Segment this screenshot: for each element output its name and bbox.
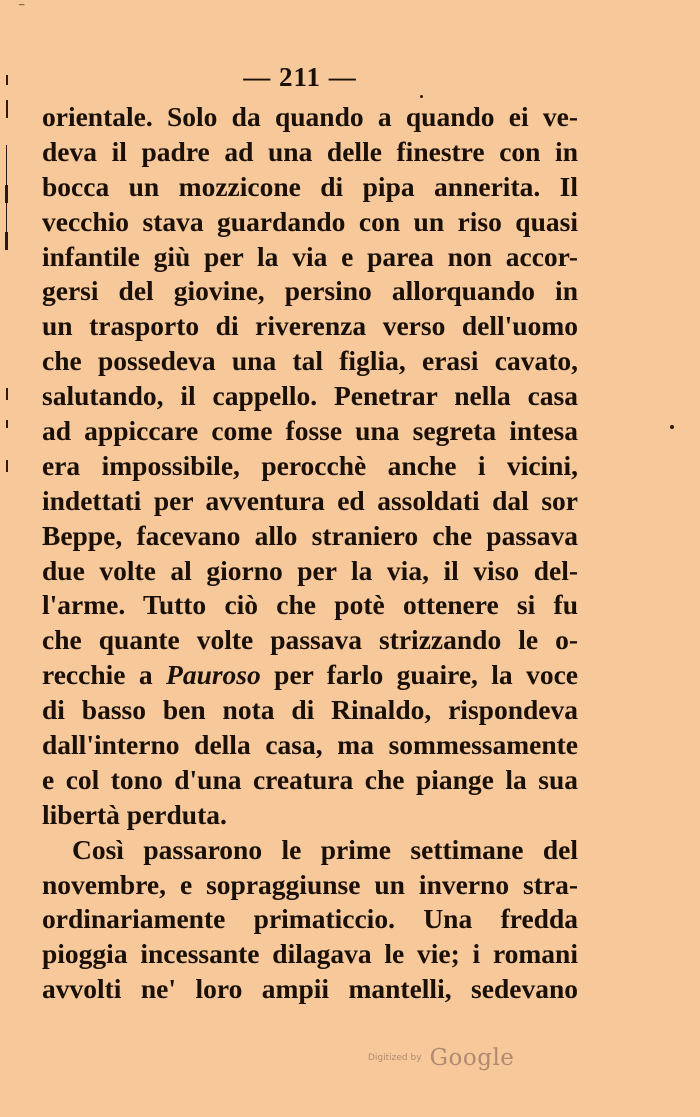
page-number: — 211 — [243,62,357,92]
margin-mark [6,100,8,118]
margin-marks [0,0,14,1117]
text-line: libertà perduta. [42,798,227,830]
margin-mark [6,388,8,400]
text-fragment: recchie a [42,659,167,691]
digitized-by-google-watermark [368,1045,514,1071]
text-line: ad appiccare come fosse una segreta intesa [42,415,578,447]
corner-mark: ⁻ [18,1,26,16]
text-fragment: per farlo guaire, la voce [260,659,578,691]
speck [670,425,674,429]
text-line: bocca un mozzicone di pipa annerita. Il [42,170,578,202]
text-line: e col tono d'una creatura che piange la sua [42,763,578,795]
text-line: salutando, il cappello. Penetrar nella casa [42,380,578,412]
text-line: avvolti ne' loro ampii mantelli, sedevano [42,973,578,1005]
margin-mark [6,460,8,472]
text-line: gersi del giovine, persino allorquando in [42,275,578,307]
text-line: indettati per avventura ed assoldati dal sor [42,484,578,516]
text-line: di basso ben nota di Rinaldo, rispondeva [42,694,578,726]
text-line [42,658,578,693]
text-line: dall'interno della casa, ma sommessamente [42,729,578,761]
text-line: che possedeva una tal figlia, erasi cavato, [42,345,578,377]
google-logo: Google [429,1045,515,1071]
text-line: orientale. Solo da quando a quando ei ve- [42,101,578,132]
text-line: Così passarono le prime settimane del [72,833,578,865]
margin-mark [5,232,8,250]
speck [420,95,423,98]
margin-mark [6,420,8,428]
margin-mark [5,185,8,203]
text-line: infantile giù per la via e parea non accor- [42,240,578,272]
text-line: vecchio stava guardando con un riso quasi [42,205,578,237]
text-line: un trasporto di riverenza verso dell'uomo [42,310,578,342]
text-line: pioggia incessante dilagava le vie; i romani [42,938,578,970]
text-line: ordinariamente primaticcio. Una fredda [42,903,578,935]
text-line: novembre, e sopraggiunse un inverno stra- [42,868,578,900]
text-line: Beppe, facevano allo straniero che passava [42,519,578,551]
text-line: che quante volte passava strizzando le o- [42,624,578,656]
watermark-prefix: Digitized by [368,1053,422,1063]
body-text [42,100,578,1007]
text-line: deva il padre ad una delle finestre con in [42,135,578,167]
text-line: era impossibile, perocchè anche i vicini, [42,449,578,481]
italic-name: Pauroso [166,659,261,691]
text-line: l'arme. Tutto ciò che potè ottenere si fu [42,589,578,621]
text-line: due volte al giorno per la via, il viso del- [42,554,578,586]
